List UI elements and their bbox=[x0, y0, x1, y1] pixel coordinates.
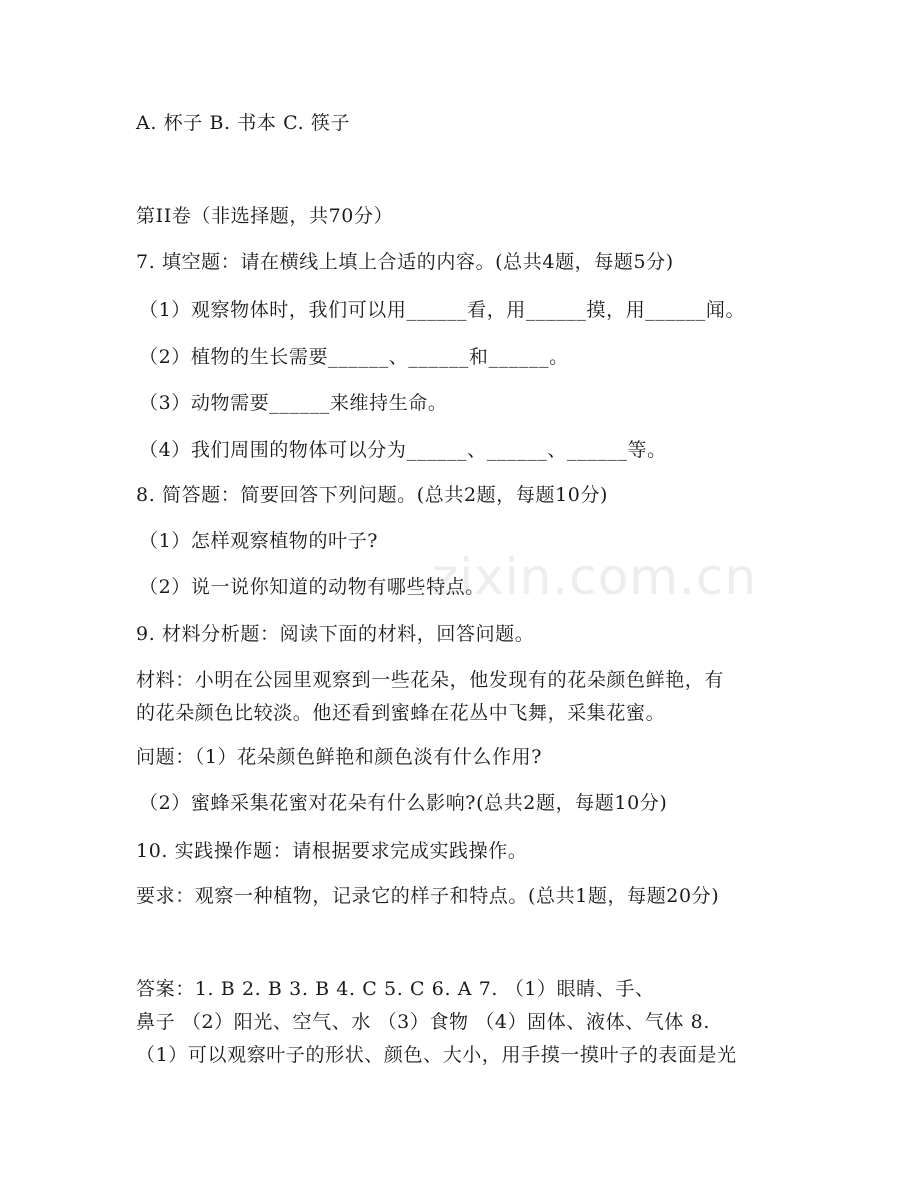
watermark: zixin.com.cn bbox=[432, 548, 758, 606]
question-7-item-3: （3）动物需要______来维持生命。 bbox=[139, 392, 448, 414]
question-8-item-1: （1）怎样观察植物的叶子? bbox=[139, 530, 379, 552]
question-9-item-1: 问题：（1）花朵颜色鲜艳和颜色淡有什么作用? bbox=[136, 746, 542, 768]
section-heading: 第II卷（非选择题，共70分） bbox=[136, 205, 394, 227]
question-7-item-4: （4）我们周围的物体可以分为______、______、______等。 bbox=[139, 439, 667, 461]
answer-line-1: 答案：1. B 2. B 3. B 4. C 5. C 6. A 7. （1）眼睛、手、 bbox=[136, 978, 655, 1000]
question-7-title: 7. 填空题：请在横线上填上合适的内容。(总共4题，每题5分) bbox=[136, 251, 674, 273]
material-line-2: 的花朵颜色比较淡。他还看到蜜蜂在花丛中飞舞，采集花蜜。 bbox=[136, 702, 666, 724]
material-line-1: 材料：小明在公园里观察到一些花朵，他发现有的花朵颜色鲜艳，有 bbox=[136, 669, 725, 691]
answer-line-2: 鼻子 （2）阳光、空气、水 （3）食物 （4）固体、液体、气体 8. bbox=[136, 1011, 710, 1033]
question-9-title: 9. 材料分析题：阅读下面的材料，回答问题。 bbox=[136, 623, 535, 645]
question-9-item-2: （2）蜜蜂采集花蜜对花朵有什么影响?(总共2题，每题10分) bbox=[139, 792, 668, 814]
question-8-item-2: （2）说一说你知道的动物有哪些特点。 bbox=[139, 576, 485, 598]
question-7-item-1: （1）观察物体时，我们可以用______看，用______摸，用______闻。 bbox=[139, 299, 746, 321]
question-10-title: 10. 实践操作题：请根据要求完成实践操作。 bbox=[136, 840, 528, 862]
question-7-item-2: （2）植物的生长需要______、______和______。 bbox=[139, 346, 569, 368]
question-8-title: 8. 简答题：简要回答下列问题。(总共2题，每题10分) bbox=[136, 484, 609, 506]
question-10-requirement: 要求：观察一种植物，记录它的样子和特点。(总共1题，每题20分) bbox=[136, 885, 720, 907]
answer-line-3: （1）可以观察叶子的形状、颜色、大小，用手摸一摸叶子的表面是光 bbox=[136, 1044, 737, 1066]
choice-options: A. 杯子 B. 书本 C. 筷子 bbox=[136, 112, 351, 134]
